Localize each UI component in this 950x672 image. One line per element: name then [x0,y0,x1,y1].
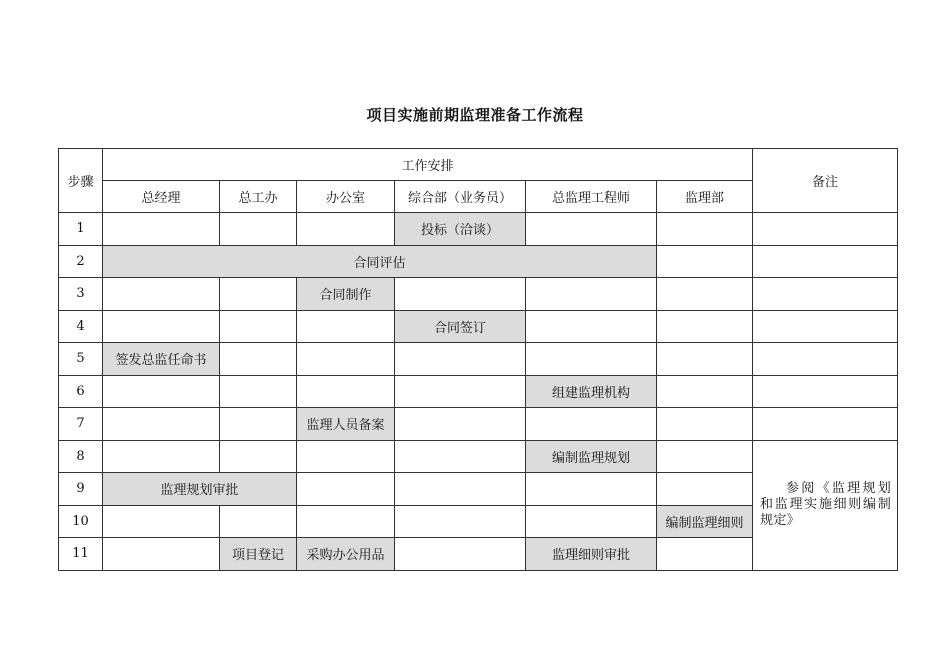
step-number: 3 [59,278,103,311]
task-cell: 监理规划审批 [103,473,297,506]
task-cell: 编制监理细则 [657,505,753,538]
page-title: 项目实施前期监理准备工作流程 [366,106,584,124]
table-row [59,343,898,376]
step-number: 9 [59,473,103,506]
task-cell: 合同签订 [395,310,526,343]
task-cell: 监理人员备案 [297,408,395,441]
header-col-chief-engineer-office: 总工办 [220,181,297,213]
step-number: 10 [59,505,103,538]
step-number: 1 [59,213,103,246]
table-row [59,440,898,473]
task-cell: 项目登记 [220,538,297,571]
step-number: 4 [59,310,103,343]
header-col-supervision-dept: 监理部 [657,181,753,213]
task-cell: 合同制作 [297,278,395,311]
task-cell: 监理细则审批 [526,538,657,571]
header-step: 步骤 [59,149,103,213]
header-col-general-dept: 综合部（业务员） [395,181,526,213]
task-cell: 投标（洽谈） [395,213,526,246]
step-number: 8 [59,440,103,473]
table-row [59,278,898,311]
step-number: 5 [59,343,103,376]
table-row [59,213,898,246]
header-remark: 备注 [753,149,898,213]
step-number: 7 [59,408,103,441]
task-cell: 合同评估 [103,245,657,278]
table-row [59,310,898,343]
table-row [59,408,898,441]
table-row [59,245,898,278]
task-cell: 编制监理规划 [526,440,657,473]
header-col-general-manager: 总经理 [103,181,220,213]
step-number: 11 [59,538,103,571]
task-cell: 组建监理机构 [526,375,657,408]
step-number: 6 [59,375,103,408]
remark-note [753,440,898,570]
step-number: 2 [59,245,103,278]
task-cell: 采购办公用品 [297,538,395,571]
task-cell: 签发总监任命书 [103,343,220,376]
header-work: 工作安排 [103,149,753,181]
workflow-table [58,148,898,571]
header-col-office: 办公室 [297,181,395,213]
table-row [59,375,898,408]
remark-note-text: 参阅《监理规划和监理实施细则编制规定》 [760,481,892,528]
header-col-chief-supervisor: 总监理工程师 [526,181,657,213]
